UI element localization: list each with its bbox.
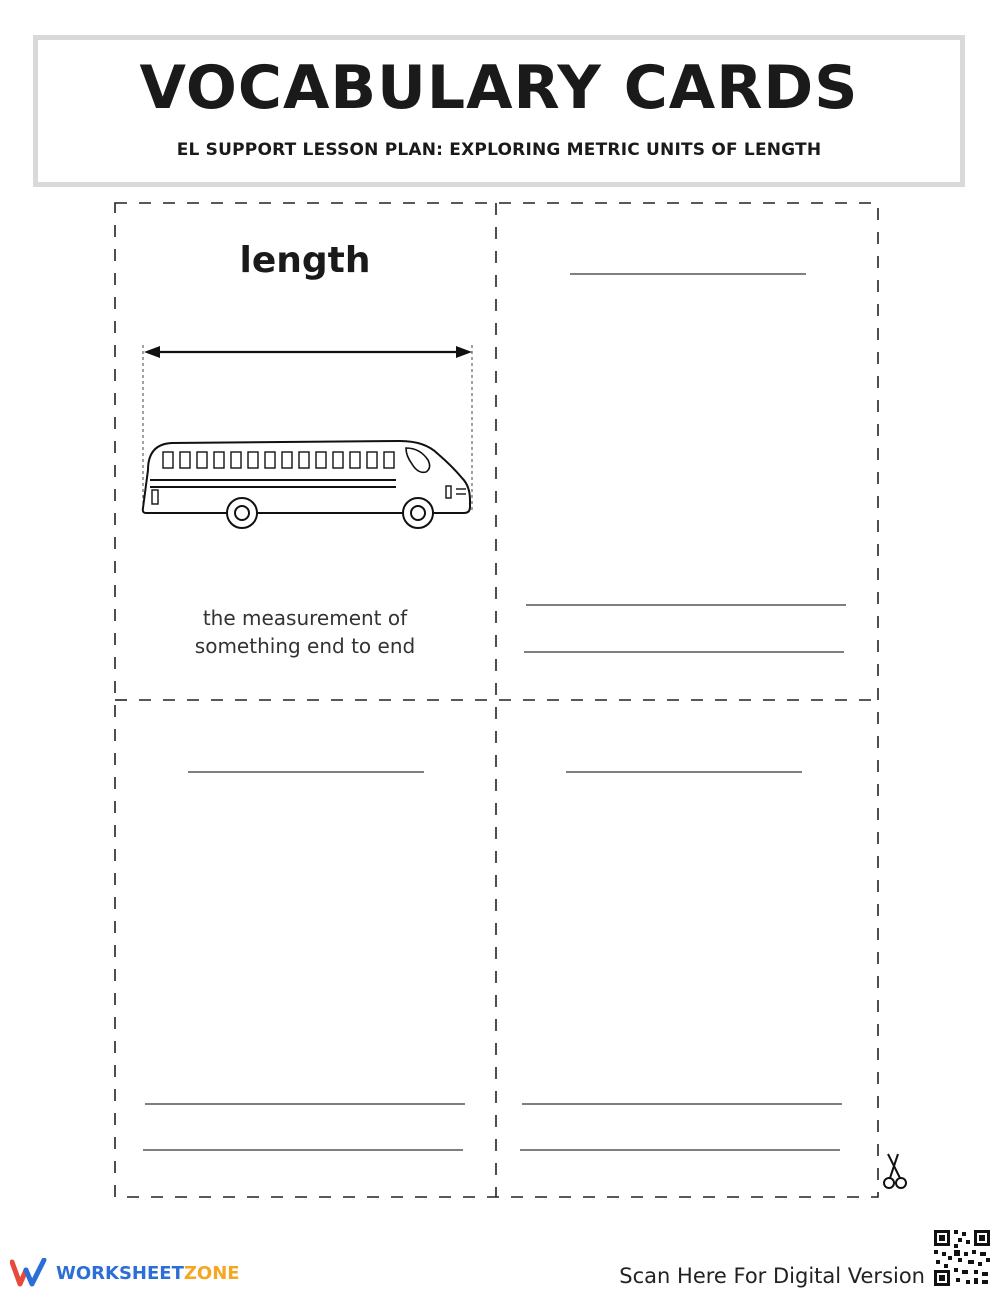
qr-code-icon[interactable] [932,1228,992,1288]
definition-line: something end to end [194,634,416,658]
card-2-blank-lines [524,274,846,652]
logo-text-part1: WORKSHEET [56,1262,184,1284]
card-1-word: length [239,240,371,281]
measurement-arrow-icon [143,345,472,510]
logo-text-part2: ZONE [183,1262,240,1284]
logo-text [56,1263,240,1284]
card-3-blank-lines [143,772,465,1150]
card-4-blank-lines [520,772,842,1150]
school-bus-icon [143,441,470,528]
scissors-icon [880,1152,910,1192]
logo-mark-icon [10,1258,48,1288]
definition-line: the measurement of [202,606,408,630]
card-1-definition [115,604,495,660]
scan-instruction: Scan Here For Digital Version [619,1264,925,1288]
page-subtitle: EL SUPPORT LESSON PLAN: EXPLORING METRIC UNITS OF LENGTH [176,140,822,160]
page-title: VOCABULARY CARDS [139,53,859,123]
worksheetzone-logo[interactable] [10,1258,240,1288]
